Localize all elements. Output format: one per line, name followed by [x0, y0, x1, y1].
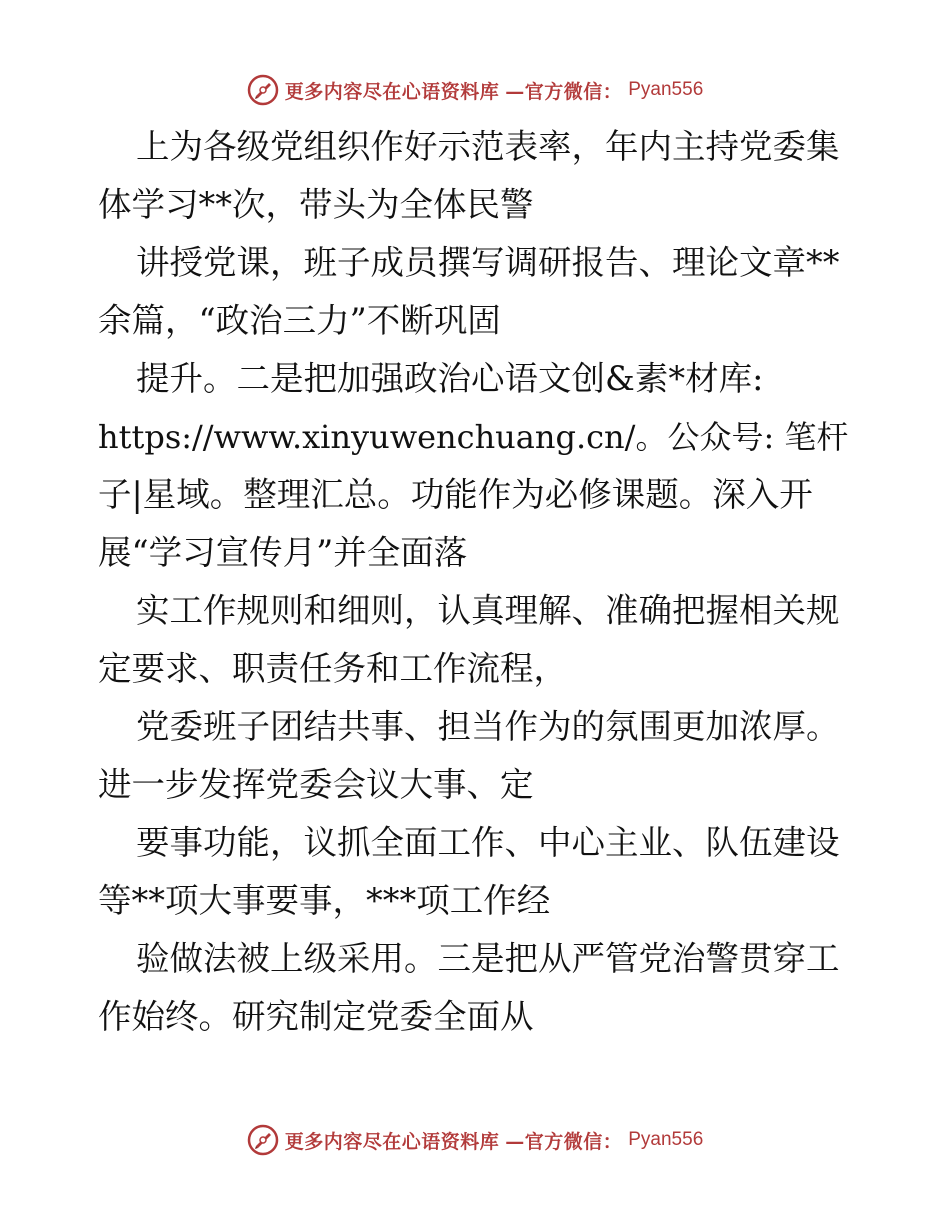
footer-banner-text: 更多内容尽在心语资料库 [284, 1130, 500, 1153]
text-line: 党委班子团结共事、担当作为的氛围更加浓厚。 [136, 707, 840, 746]
text-line: 展“学习宣传月”并全面落 [98, 533, 468, 572]
document-body [98, 118, 858, 1046]
text-line: 提升。二是把加强政治心语文创&素*材库: [136, 359, 764, 398]
footer-banner-wechat: Pyan556 [628, 1129, 704, 1150]
text-line: 等**项大事要事，***项工作经 [98, 881, 551, 920]
header-banner-wechat: Pyan556 [628, 79, 704, 100]
brand-logo-icon [247, 74, 279, 106]
text-line: 子|星域。整理汇总。功能作为必修课题。深入开 [98, 475, 813, 514]
text-line: 作始终。研究制定党委全面从 [98, 997, 534, 1036]
footer-banner [0, 1120, 950, 1160]
text-line: 进一步发挥党委会议大事、定 [98, 765, 534, 804]
text-line: 验做法被上级采用。三是把从严管党治警贯穿工 [136, 939, 840, 978]
text-line: 定要求、职责任务和工作流程， [98, 649, 567, 688]
text-line: 余篇，“政治三力”不断巩固 [98, 301, 501, 340]
footer-banner-dash: —官方微信： [505, 1130, 623, 1153]
text-line: 实工作规则和细则，认真理解、准确把握相关规 [136, 591, 840, 630]
text-line: 体学习**次，带头为全体民警 [98, 185, 534, 224]
header-banner [0, 70, 950, 110]
text-line: 要事功能，议抓全面工作、中心主业、队伍建设 [136, 823, 840, 862]
header-banner-dash: —官方微信： [505, 80, 623, 103]
brand-logo-icon [247, 1124, 279, 1156]
header-banner-text: 更多内容尽在心语资料库 [284, 80, 500, 103]
text-line-url: https://www.xinyuwenchuang.cn/。公众号: 笔杆 [98, 418, 849, 456]
text-line: 上为各级党组织作好示范表率，年内主持党委集 [136, 127, 840, 166]
text-line: 讲授党课，班子成员撰写调研报告、理论文章** [136, 243, 840, 282]
